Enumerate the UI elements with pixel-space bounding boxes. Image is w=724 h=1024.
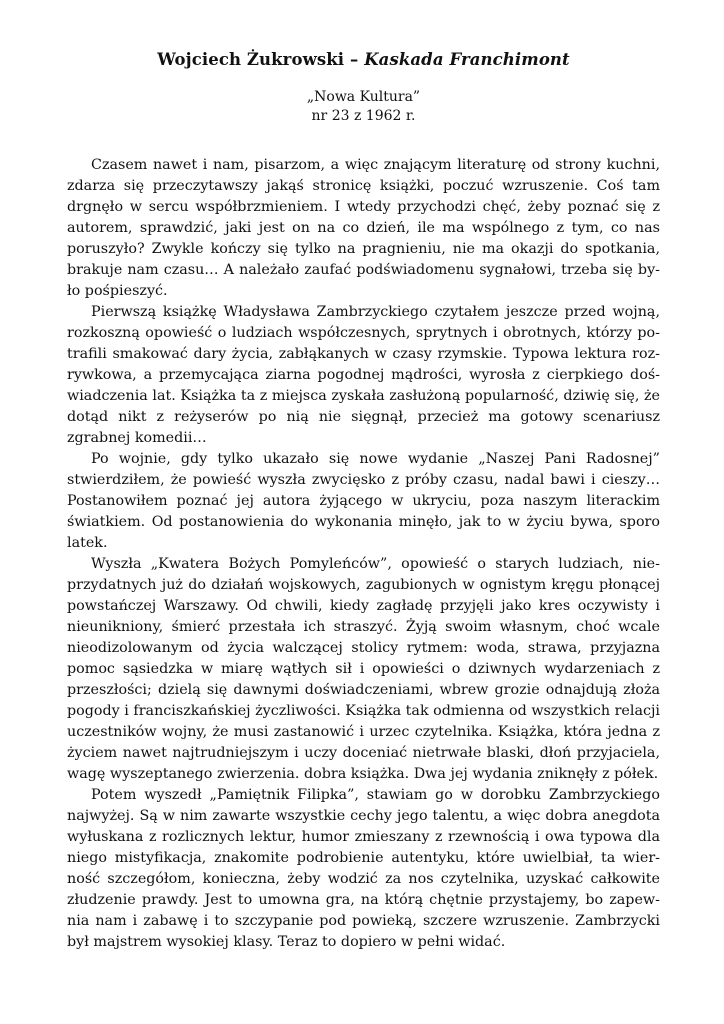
- paragraph: Wyszła „Kwatera Bożych Pomyleńców”, opowieść o starych ludziach, nieprzydatnych już do działań wojskowych, zagubionych w ognistym kręgu płonącej powstańczej Warszawy. Od chwili, kiedy zagładę przyjęli jako kres oczywisty i nieunikniony, śmierć przestała ich straszyć. Żyją swoim własnym, choć wcale nieodizolowanym od życia walczącej stolicy rytmem: woda, strawa, przyjazna pomoc sąsiedzka w miarę wątłych sił i opowieści o dziwnych wydarzeniach z przeszłości; dzielą się dawnymi doświadczeniami, wbrew grozie odnajdują złoża pogody i franciszkańskiej życzliwości. Książka tak odmienna od wszystkich relacji uczestników wojny, że musi zastanowić i urzec czytelnika. Książka, która jedna z życiem nawet najtrudniejszym i uczy doceniać nietrwałe blaski, dłoń przyjaciela, wagę wyszeptanego zwierzenia. dobra książka. Dwa jej wydania zniknęły z półek.: [67, 556, 660, 782]
- paragraph: Po wojnie, gdy tylko ukazało się nowe wydanie „Naszej Pani Radosnej” stwierdziłem, że powieść wyszła zwycięsko z próby czasu, nadal bawi i cieszy… Postanowiłem poznać jej autora żyjącego w ukryciu, poza naszym literackim światkiem. Od postanowienia do wykonania minęło, jak to w życiu bywa, sporo latek.: [67, 451, 660, 551]
- paragraph: Pierwszą książkę Władysława Zambrzyckiego czytałem jeszcze przed wojną, rozkoszną opowieść o ludziach współczesnych, sprytnych i obrotnych, którzy potrafili smakować dary życia, zabłąkanych w czasy rzymskie. Typowa lektura rozrywkowa, a przemycająca ziarna pogodnej mądrości, wyrosła z cierpkiego doświadczenia lat. Książka ta z miejsca zyskała zasłużoną popularność, dziwię się, że dotąd nikt z reżyserów po nią nie sięgnął, przecież ma gotowy scenariusz zgrabnej komedii…: [67, 304, 660, 446]
- publication-name: „Nowa Kultura”: [306, 89, 421, 105]
- paragraph: Potem wyszedł „Pamiętnik Filipka”, stawiam go w dorobku Zambrzyckiego najwyżej. Są w nim zawarte wszystkie cechy jego talentu, a więc dobra anegdota wyłuskana z rozlicznych lektur, humor zmieszany z rzewnością i owa typowa dla niego mistyfikacja, znakomite podrobienie autentyku, które uwielbiał, ta wierność szczegółom, konieczna, żeby wodzić za nos czytelnika, uzyskać całkowite złudzenie prawdy. Jest to umowna gra, na którą chętnie przystajemy, bo zapewnia nam i zabawę i to szczypanie pod powieką, szczere wzruszenie. Zambrzycki był majstrem wysokiej klasy. Teraz to dopiero w pełni widać.: [67, 787, 660, 950]
- author-name: Wojciech Żukrowski: [157, 50, 345, 69]
- title-separator: –: [344, 50, 365, 69]
- paragraph: Czasem nawet i nam, pisarzom, a więc znającym literaturę od strony kuchni, zdarza się przeczytawszy jakąś stronicę książki, poczuć wzruszenie. Coś tam drgnęło w sercu współbrzmieniem. I wtedy przychodzi chęć, żeby poznać się z autorem, sprawdzić, jaki jest on na co dzień, ile ma wspólnego z tym, co nas poruszyło? Zwykle kończy się tylko na pragnieniu, nie ma okazji do spotkania, brakuje nam czasu… A należało zaufać podświadomenu sygnałowi, trzeba się było pośpieszyć.: [67, 157, 660, 299]
- article-body: [67, 155, 660, 953]
- issue-info: nr 23 z 1962 r.: [311, 108, 416, 124]
- article-title: [67, 48, 660, 72]
- source-citation: [67, 88, 660, 126]
- work-title: Kaskada Franchimont: [364, 50, 570, 69]
